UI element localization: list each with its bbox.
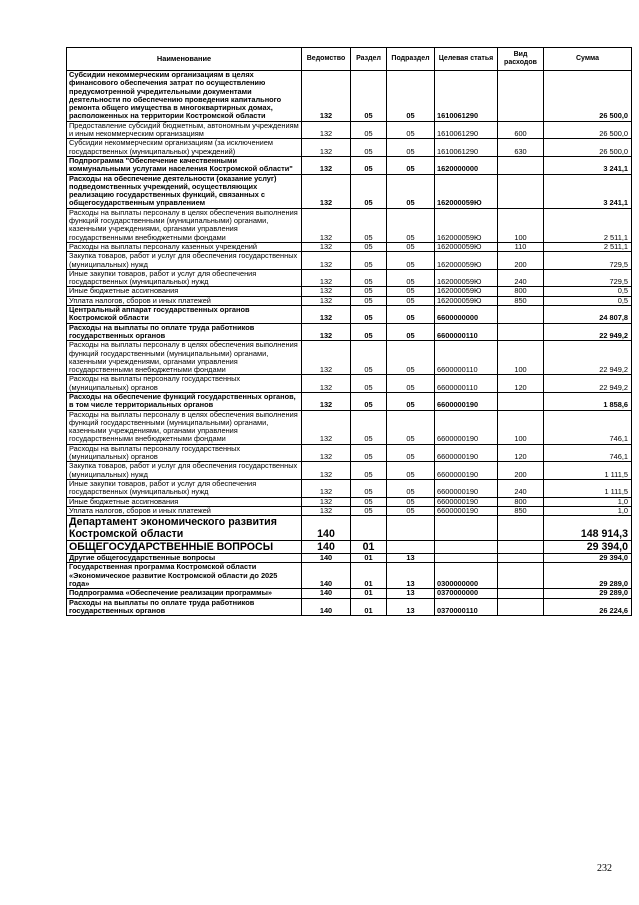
table-header-row — [67, 48, 632, 71]
cell-target: 162000059Ю — [435, 287, 498, 296]
table-body — [67, 71, 632, 616]
cell-subsection: 13 — [387, 598, 435, 616]
cell-name: Предоставление субсидий бюджетным, автономным учреждениям и иным некоммерческим организациям — [67, 121, 302, 139]
cell-section: 05 — [351, 479, 387, 497]
cell-section: 05 — [351, 375, 387, 393]
cell-subsection: 05 — [387, 269, 435, 287]
cell-subsection: 05 — [387, 341, 435, 375]
cell-section: 05 — [351, 242, 387, 251]
header-name: Наименование — [67, 48, 302, 71]
cell-sum: 746,1 — [544, 444, 632, 462]
cell-name: ОБЩЕГОСУДАРСТВЕННЫЕ ВОПРОСЫ — [67, 541, 302, 554]
cell-type — [498, 598, 544, 616]
cell-target: 6600000190 — [435, 410, 498, 444]
cell-section: 05 — [351, 410, 387, 444]
table-row — [67, 323, 632, 341]
cell-dept: 132 — [302, 208, 351, 242]
table-row — [67, 589, 632, 598]
table-row — [67, 375, 632, 393]
cell-sum: 1 858,6 — [544, 392, 632, 410]
table-row — [67, 121, 632, 139]
cell-subsection: 05 — [387, 296, 435, 305]
cell-sum: 29 394,0 — [544, 554, 632, 563]
cell-dept: 132 — [302, 121, 351, 139]
cell-dept: 140 — [302, 589, 351, 598]
cell-sum: 1,0 — [544, 506, 632, 515]
cell-target: 6600000000 — [435, 306, 498, 324]
table-row — [67, 598, 632, 616]
cell-dept: 132 — [302, 375, 351, 393]
page-number: 232 — [597, 863, 612, 874]
cell-dept: 140 — [302, 554, 351, 563]
cell-type: 120 — [498, 375, 544, 393]
cell-target: 1610061290 — [435, 121, 498, 139]
cell-target: 6600000190 — [435, 444, 498, 462]
cell-sum: 26 500,0 — [544, 139, 632, 157]
cell-type — [498, 323, 544, 341]
cell-sum: 1,0 — [544, 497, 632, 506]
cell-sum: 29 289,0 — [544, 589, 632, 598]
cell-dept: 132 — [302, 444, 351, 462]
cell-name: Иные бюджетные ассигнования — [67, 287, 302, 296]
cell-dept: 132 — [302, 306, 351, 324]
cell-name: Расходы на выплаты персоналу в целях обеспечения выполнения функций государственными (муниципальными) органами, казенными учреждениями, органами управления государственными внебюджетными фондами — [67, 410, 302, 444]
cell-type: 240 — [498, 479, 544, 497]
table-row — [67, 479, 632, 497]
cell-name: Иные закупки товаров, работ и услуг для обеспечения государственных (муниципальных) нужд — [67, 269, 302, 287]
cell-section: 05 — [351, 506, 387, 515]
table-row — [67, 444, 632, 462]
cell-type: 200 — [498, 252, 544, 270]
table-row — [67, 392, 632, 410]
cell-dept: 140 — [302, 563, 351, 589]
table-row — [67, 242, 632, 251]
table-row — [67, 506, 632, 515]
table-row — [67, 156, 632, 174]
cell-subsection: 05 — [387, 156, 435, 174]
cell-section: 01 — [351, 598, 387, 616]
cell-section: 01 — [351, 563, 387, 589]
cell-dept: 140 — [302, 516, 351, 541]
cell-subsection: 05 — [387, 462, 435, 480]
cell-sum: 1 111,5 — [544, 462, 632, 480]
cell-subsection: 05 — [387, 252, 435, 270]
cell-type: 600 — [498, 121, 544, 139]
cell-sum: 22 949,2 — [544, 323, 632, 341]
cell-name: Уплата налогов, сборов и иных платежей — [67, 506, 302, 515]
cell-dept: 132 — [302, 462, 351, 480]
cell-subsection: 13 — [387, 563, 435, 589]
cell-section: 05 — [351, 462, 387, 480]
cell-target — [435, 541, 498, 554]
cell-section: 05 — [351, 497, 387, 506]
cell-target: 6600000110 — [435, 323, 498, 341]
cell-type — [498, 563, 544, 589]
table-row — [67, 252, 632, 270]
cell-subsection: 05 — [387, 121, 435, 139]
cell-subsection: 05 — [387, 208, 435, 242]
cell-name: Подпрограмма «Обеспечение реализации программы» — [67, 589, 302, 598]
cell-target: 6600000190 — [435, 497, 498, 506]
cell-name: Расходы на выплаты персоналу в целях обеспечения выполнения функций государственными (муниципальными) органами, казенными учреждениями, органами управления государственными внебюджетными фондами — [67, 208, 302, 242]
cell-sum: 26 500,0 — [544, 121, 632, 139]
cell-type: 110 — [498, 242, 544, 251]
cell-sum: 746,1 — [544, 410, 632, 444]
cell-target: 0300000000 — [435, 563, 498, 589]
cell-sum: 22 949,2 — [544, 375, 632, 393]
cell-target: 6600000190 — [435, 392, 498, 410]
cell-subsection: 13 — [387, 554, 435, 563]
cell-section — [351, 516, 387, 541]
cell-subsection: 05 — [387, 174, 435, 208]
cell-name: Подпрограмма "Обеспечение качественными коммунальными услугами населения Костромской области" — [67, 156, 302, 174]
cell-type — [498, 392, 544, 410]
cell-type: 200 — [498, 462, 544, 480]
cell-subsection: 05 — [387, 410, 435, 444]
cell-name: Закупка товаров, работ и услуг для обеспечения государственных (муниципальных) нужд — [67, 462, 302, 480]
cell-section: 05 — [351, 444, 387, 462]
cell-target: 1620000000 — [435, 156, 498, 174]
cell-dept: 132 — [302, 242, 351, 251]
cell-target: 0370000110 — [435, 598, 498, 616]
cell-section: 05 — [351, 306, 387, 324]
cell-target: 1610061290 — [435, 71, 498, 122]
cell-section: 05 — [351, 121, 387, 139]
cell-target: 162000059Ю — [435, 174, 498, 208]
table-row — [67, 208, 632, 242]
cell-target: 1610061290 — [435, 139, 498, 157]
cell-sum: 29 394,0 — [544, 541, 632, 554]
cell-target: 6600000110 — [435, 375, 498, 393]
table-row — [67, 554, 632, 563]
table-row — [67, 563, 632, 589]
header-section: Раздел — [351, 48, 387, 71]
cell-target: 162000059Ю — [435, 242, 498, 251]
cell-name: Центральный аппарат государственных органов Костромской области — [67, 306, 302, 324]
cell-dept: 132 — [302, 506, 351, 515]
cell-dept: 140 — [302, 598, 351, 616]
cell-target: 6600000190 — [435, 462, 498, 480]
cell-type: 800 — [498, 497, 544, 506]
cell-section: 05 — [351, 71, 387, 122]
cell-section: 05 — [351, 139, 387, 157]
cell-target: 162000059Ю — [435, 208, 498, 242]
cell-type — [498, 71, 544, 122]
cell-type — [498, 306, 544, 324]
cell-section: 05 — [351, 296, 387, 305]
table-row — [67, 410, 632, 444]
table-row — [67, 174, 632, 208]
cell-target: 6600000190 — [435, 479, 498, 497]
cell-name: Другие общегосударственные вопросы — [67, 554, 302, 563]
cell-sum: 24 807,8 — [544, 306, 632, 324]
cell-subsection — [387, 541, 435, 554]
table-row — [67, 341, 632, 375]
header-subsection: Подраздел — [387, 48, 435, 71]
cell-sum: 3 241,1 — [544, 156, 632, 174]
cell-sum: 2 511,1 — [544, 208, 632, 242]
cell-subsection: 13 — [387, 589, 435, 598]
cell-section: 05 — [351, 208, 387, 242]
cell-type — [498, 554, 544, 563]
cell-dept: 132 — [302, 252, 351, 270]
cell-name: Иные бюджетные ассигнования — [67, 497, 302, 506]
cell-subsection: 05 — [387, 375, 435, 393]
cell-dept: 132 — [302, 71, 351, 122]
cell-type: 240 — [498, 269, 544, 287]
cell-target: 162000059Ю — [435, 296, 498, 305]
cell-sum: 3 241,1 — [544, 174, 632, 208]
cell-type — [498, 156, 544, 174]
table-row — [67, 71, 632, 122]
header-sum: Сумма — [544, 48, 632, 71]
cell-dept: 140 — [302, 541, 351, 554]
cell-section: 05 — [351, 392, 387, 410]
table-row — [67, 269, 632, 287]
cell-name: Уплата налогов, сборов и иных платежей — [67, 296, 302, 305]
table-row — [67, 139, 632, 157]
cell-type: 120 — [498, 444, 544, 462]
cell-target — [435, 516, 498, 541]
cell-type — [498, 589, 544, 598]
cell-sum: 1 111,5 — [544, 479, 632, 497]
cell-name: Расходы на выплаты персоналу государственных (муниципальных) органов — [67, 444, 302, 462]
header-type: Вид расходов — [498, 48, 544, 71]
cell-section: 01 — [351, 589, 387, 598]
cell-dept: 132 — [302, 296, 351, 305]
cell-dept: 132 — [302, 287, 351, 296]
cell-sum: 26 500,0 — [544, 71, 632, 122]
cell-name: Иные закупки товаров, работ и услуг для обеспечения государственных (муниципальных) нужд — [67, 479, 302, 497]
cell-subsection: 05 — [387, 287, 435, 296]
cell-dept: 132 — [302, 497, 351, 506]
cell-subsection: 05 — [387, 479, 435, 497]
table-row — [67, 296, 632, 305]
cell-section: 05 — [351, 323, 387, 341]
cell-name: Департамент экономического развития Костромской области — [67, 516, 302, 541]
cell-target: 162000059Ю — [435, 252, 498, 270]
cell-type: 630 — [498, 139, 544, 157]
cell-subsection: 05 — [387, 392, 435, 410]
cell-target: 162000059Ю — [435, 269, 498, 287]
cell-sum: 26 224,6 — [544, 598, 632, 616]
cell-subsection: 05 — [387, 444, 435, 462]
cell-dept: 132 — [302, 269, 351, 287]
cell-name: Расходы на обеспечение деятельности (оказание услуг) подведомственных учреждений, осуществляющих реализацию государственных функций, связанных с общегосударственным управлением — [67, 174, 302, 208]
cell-sum: 729,5 — [544, 252, 632, 270]
cell-sum: 29 289,0 — [544, 563, 632, 589]
cell-section: 05 — [351, 156, 387, 174]
cell-type: 850 — [498, 296, 544, 305]
cell-dept: 132 — [302, 139, 351, 157]
table-row — [67, 516, 632, 541]
table-row — [67, 306, 632, 324]
cell-subsection: 05 — [387, 323, 435, 341]
table-row — [67, 287, 632, 296]
cell-dept: 132 — [302, 174, 351, 208]
cell-dept: 132 — [302, 479, 351, 497]
cell-subsection: 05 — [387, 71, 435, 122]
cell-subsection: 05 — [387, 497, 435, 506]
cell-name: Государственная программа Костромской области «Экономическое развитие Костромской области до 2025 года» — [67, 563, 302, 589]
cell-name: Расходы на выплаты персоналу государственных (муниципальных) органов — [67, 375, 302, 393]
header-target: Целевая статья — [435, 48, 498, 71]
cell-type: 100 — [498, 208, 544, 242]
cell-subsection: 05 — [387, 306, 435, 324]
cell-type: 850 — [498, 506, 544, 515]
cell-type: 100 — [498, 410, 544, 444]
cell-sum: 148 914,3 — [544, 516, 632, 541]
cell-section: 01 — [351, 554, 387, 563]
cell-dept: 132 — [302, 410, 351, 444]
cell-dept: 132 — [302, 323, 351, 341]
cell-name: Расходы на обеспечение функций государственных органов, в том числе территориальных органов — [67, 392, 302, 410]
cell-name: Закупка товаров, работ и услуг для обеспечения государственных (муниципальных) нужд — [67, 252, 302, 270]
cell-dept: 132 — [302, 392, 351, 410]
cell-name: Расходы на выплаты по оплате труда работников государственных органов — [67, 323, 302, 341]
table-row — [67, 497, 632, 506]
cell-sum: 2 511,1 — [544, 242, 632, 251]
header-dept: Ведомство — [302, 48, 351, 71]
cell-type: 100 — [498, 341, 544, 375]
cell-dept: 132 — [302, 341, 351, 375]
table-row — [67, 462, 632, 480]
cell-subsection: 05 — [387, 506, 435, 515]
cell-name: Субсидии некоммерческим организациям (за исключением государственных (муниципальных) учреждений) — [67, 139, 302, 157]
cell-target: 6600000110 — [435, 341, 498, 375]
cell-subsection: 05 — [387, 242, 435, 251]
cell-type — [498, 516, 544, 541]
cell-section: 05 — [351, 174, 387, 208]
cell-sum: 22 949,2 — [544, 341, 632, 375]
cell-subsection — [387, 516, 435, 541]
cell-sum: 0,5 — [544, 287, 632, 296]
cell-section: 05 — [351, 269, 387, 287]
cell-section: 05 — [351, 287, 387, 296]
cell-section: 05 — [351, 252, 387, 270]
cell-target: 0370000000 — [435, 589, 498, 598]
cell-name: Расходы на выплаты по оплате труда работников государственных органов — [67, 598, 302, 616]
cell-section: 05 — [351, 341, 387, 375]
cell-subsection: 05 — [387, 139, 435, 157]
cell-sum: 0,5 — [544, 296, 632, 305]
cell-sum: 729,5 — [544, 269, 632, 287]
budget-table-container — [66, 47, 631, 616]
budget-table — [66, 47, 632, 616]
cell-name: Субсидии некоммерческим организациям в целях финансового обеспечения затрат по осуществлению предусмотренной учредительными документами деятельности по обеспечению проведения капитального ремонта общего имущества в многоквартирных домах, расположенных на территории Костромской области — [67, 71, 302, 122]
cell-target: 6600000190 — [435, 506, 498, 515]
cell-name: Расходы на выплаты персоналу в целях обеспечения выполнения функций государственными (муниципальными) органами, казенными учреждениями, органами управления государственными внебюджетными фондами — [67, 341, 302, 375]
cell-type — [498, 541, 544, 554]
cell-dept: 132 — [302, 156, 351, 174]
cell-section: 01 — [351, 541, 387, 554]
cell-target — [435, 554, 498, 563]
cell-type — [498, 174, 544, 208]
table-row — [67, 541, 632, 554]
cell-type: 800 — [498, 287, 544, 296]
cell-name: Расходы на выплаты персоналу казенных учреждений — [67, 242, 302, 251]
